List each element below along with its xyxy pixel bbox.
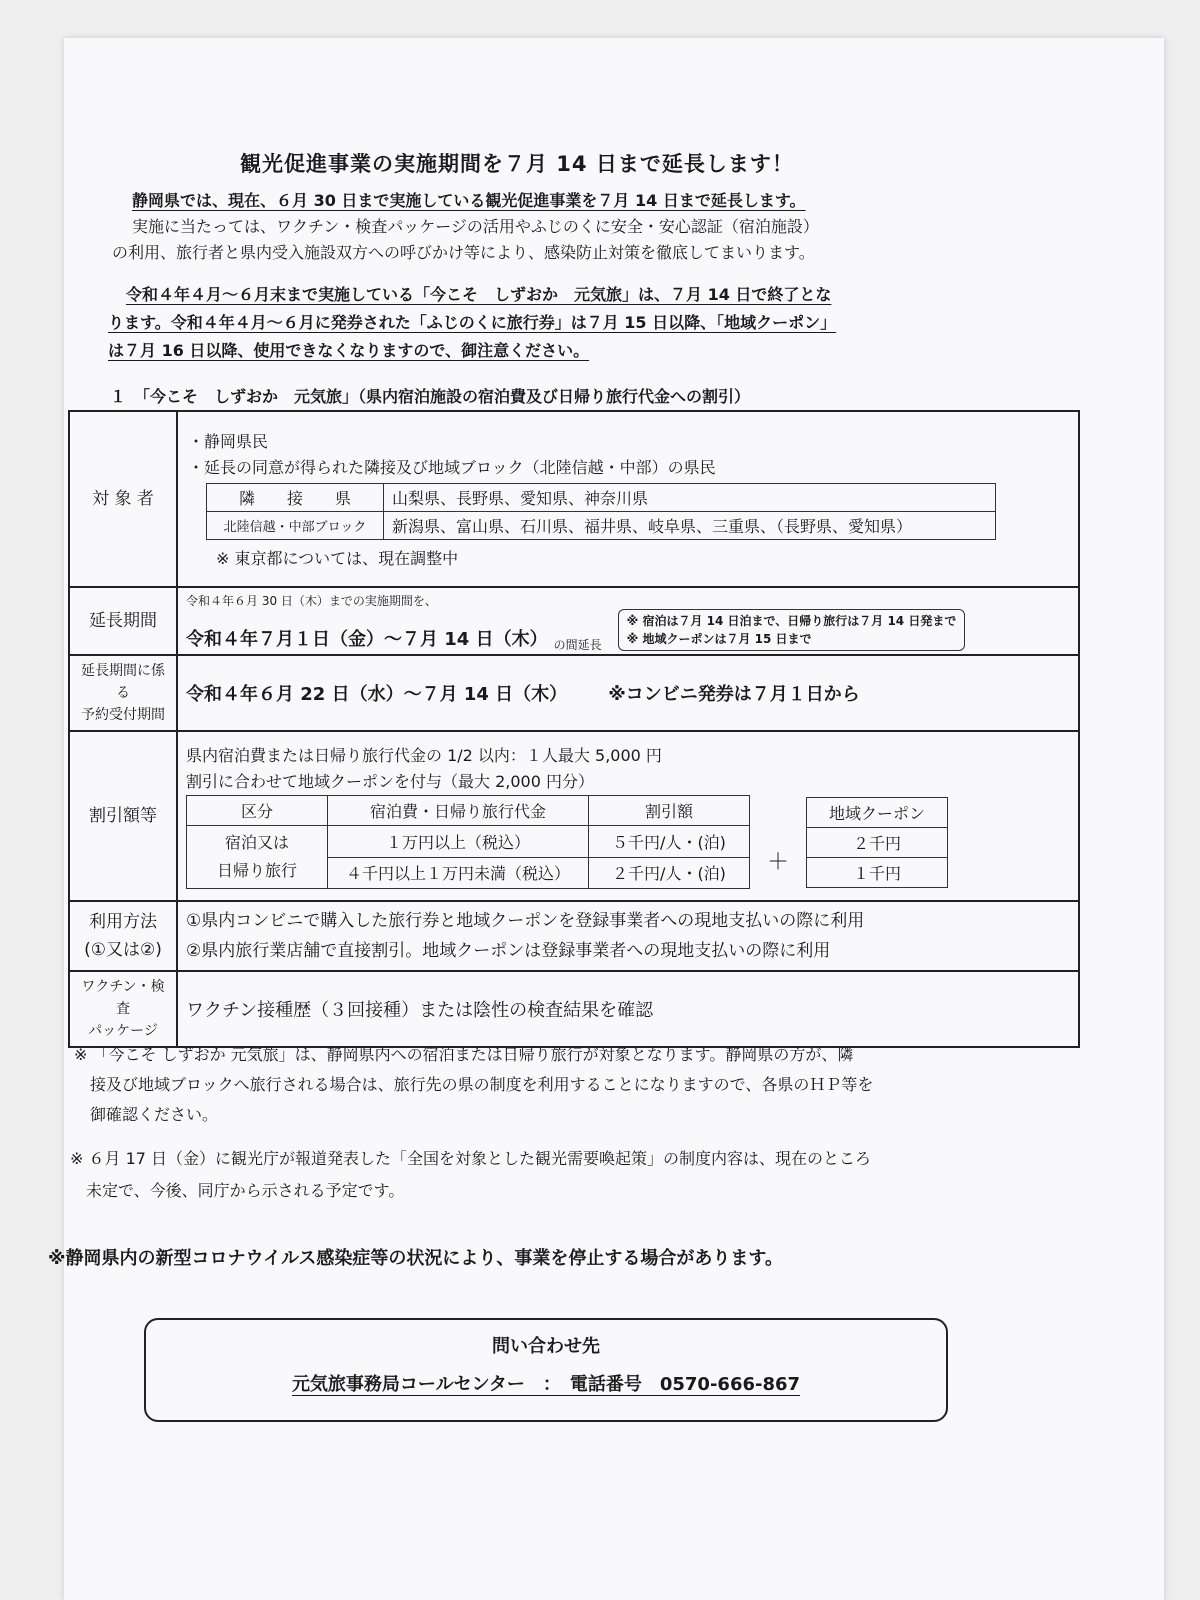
usage-label	[69, 901, 177, 971]
discount-category	[187, 826, 328, 889]
notice-line-3: は７月 16 日以降、使用できなくなりますので、御注意ください。	[108, 341, 590, 360]
coupon-header: 地域クーポン	[807, 797, 948, 827]
target-note: ※ 東京都については、現在調整中	[216, 549, 459, 568]
region-name: 隣 接 県	[207, 484, 384, 512]
extension-note-2: ※ 地域クーポンは７月 15 日まで	[626, 631, 812, 646]
target-row	[69, 411, 1079, 587]
contact-box	[144, 1318, 948, 1422]
target-label: 対 象 者	[69, 411, 177, 587]
region-table	[206, 483, 996, 540]
coupon-table	[806, 797, 948, 888]
intro-line-1: 静岡県では、現在、６月 30 日まで実施している観光促進事業を７月 14 日まで延長します。	[132, 191, 806, 210]
contact-heading: 問い合わせ先	[492, 1336, 600, 1357]
usage-line-1: ①県内コンビニで購入した旅行券と地域クーポンを登録事業者への現地支払いの際に利用	[186, 911, 865, 931]
region-row	[207, 512, 996, 540]
footnote-1-line-3: 御確認ください。	[90, 1105, 219, 1124]
footnote-1-line-2: 接及び地域ブロックへ旅行される場合は、旅行先の県の制度を利用することになりますので、各県のＨＰ等を	[90, 1075, 874, 1094]
target-line-1: ・静岡県民	[188, 432, 269, 451]
discount-line-1: 県内宿泊費または日帰り旅行代金の 1/2 以内：１人最大 5,000 円	[186, 746, 662, 765]
vaccine-label-1: ワクチン・検査	[81, 979, 165, 1017]
reservation-label	[69, 655, 177, 731]
reservation-label-2: 予約受付期間	[81, 707, 165, 723]
extension-label: 延長期間	[69, 587, 177, 655]
vaccine-label	[69, 971, 177, 1047]
discount-category-2: 日帰り旅行	[216, 861, 297, 880]
notice-line-1: 令和４年４月～６月末まで実施している「今こそ しずおか 元気旅」は、７月 14 日で終了とな	[126, 285, 832, 304]
discount-line-2: 割引に合わせて地域クーポンを付与（最大 2,000 円分）	[186, 772, 594, 791]
suspension-warning: ※静岡県内の新型コロナウイルス感染症等の状況により、事業を停止する場合があります。	[48, 1248, 783, 1269]
discount-price: １万円以上（税込）	[328, 826, 589, 858]
region-row	[207, 484, 996, 512]
coupon-value: １千円	[807, 857, 948, 887]
reservation-date: 令和４年６月 22 日（水）～７月 14 日（木）	[186, 684, 568, 705]
discount-data-row	[187, 826, 750, 858]
plus-sign: ＋	[766, 849, 789, 875]
contact-line: 元気旅事務局コールセンター ： 電話番号 0570-666-867	[291, 1374, 801, 1395]
target-line-2: ・延長の同意が得られた隣接及び地域ブロック（北陸信越・中部）の県民	[188, 458, 716, 477]
reservation-row	[69, 655, 1079, 731]
vaccine-label-2: パッケージ	[88, 1023, 158, 1039]
discount-label: 割引額等	[69, 731, 177, 901]
section-heading: １ 「今こそ しずおか 元気旅」（県内宿泊施設の宿泊費及び日帰り旅行代金への割引）	[110, 387, 751, 406]
discount-header: 宿泊費・日帰り旅行代金	[328, 796, 589, 826]
reservation-label-1: 延長期間に係る	[81, 663, 165, 701]
discount-amount: ５千円/人・(泊)	[589, 826, 750, 858]
intro-line-3: の利用、旅行者と県内受入施設双方への呼びかけ等により、感染防止対策を徹底してまいります。	[112, 243, 815, 262]
footnote-1-line-1: ※ 「今こそ しずおか 元気旅」は、静岡県内への宿泊または日帰り旅行が対象となります。静岡県の方が、隣	[74, 1045, 854, 1064]
extension-pre: 令和４年６月 30 日（木）までの実施期間を、	[186, 593, 437, 608]
extension-notes	[618, 609, 966, 651]
vaccine-row	[69, 971, 1079, 1047]
coupon-value: ２千円	[807, 827, 948, 857]
usage-line-2: ②県内旅行業店舗で直接割引。地域クーポンは登録事業者への現地支払いの際に利用	[186, 941, 831, 961]
discount-header-row	[187, 796, 750, 826]
discount-price: ４千円以上１万円未満（税込）	[328, 857, 589, 889]
discount-row	[69, 731, 1079, 901]
discount-header: 割引額	[589, 796, 750, 826]
program-table	[68, 410, 1080, 1048]
usage-label-1: 利用方法	[89, 912, 157, 932]
region-value: 新潟県、富山県、石川県、福井県、岐阜県、三重県、（長野県、愛知県）	[384, 512, 996, 540]
discount-header: 区分	[187, 796, 328, 826]
vaccine-text: ワクチン接種歴（３回接種）または陰性の検査結果を確認	[177, 971, 1079, 1047]
footnote-2-line-2: 未定で、今後、同庁から示される予定です。	[86, 1181, 405, 1200]
document-title: 観光促進事業の実施期間を７月 14 日まで延長します！	[240, 152, 794, 176]
extension-note-1: ※ 宿泊は７月 14 日泊まで、日帰り旅行は７月 14 日発まで	[626, 613, 957, 628]
reservation-note: ※コンビニ発券は７月１日から	[608, 684, 860, 705]
discount-table	[186, 795, 750, 889]
region-name: 北陸信越・中部ブロック	[207, 512, 384, 540]
intro-line-2: 実施に当たっては、ワクチン・検査パッケージの活用やふじのくに安全・安心認証（宿泊施設）	[132, 217, 819, 236]
extension-row	[69, 587, 1079, 655]
footnote-2-line-1: ※ ６月 17 日（金）に観光庁が報道発表した「全国を対象とした観光需要喚起策」の制度内容は、現在のところ	[70, 1149, 872, 1168]
usage-label-2: (①又は②)	[84, 940, 162, 960]
notice-line-2: ります。令和４年４月～６月に発券された「ふじのくに旅行券」は７月 15 日以降、「地域クーポン」	[108, 313, 837, 332]
discount-category-1: 宿泊又は	[224, 833, 289, 852]
discount-amount: ２千円/人・(泊)	[589, 857, 750, 889]
extension-date: 令和４年７月１日（金）～７月 14 日（木）	[186, 628, 548, 650]
region-value: 山梨県、長野県、愛知県、神奈川県	[384, 484, 996, 512]
extension-suffix: の間延長	[553, 637, 602, 652]
usage-row	[69, 901, 1079, 971]
